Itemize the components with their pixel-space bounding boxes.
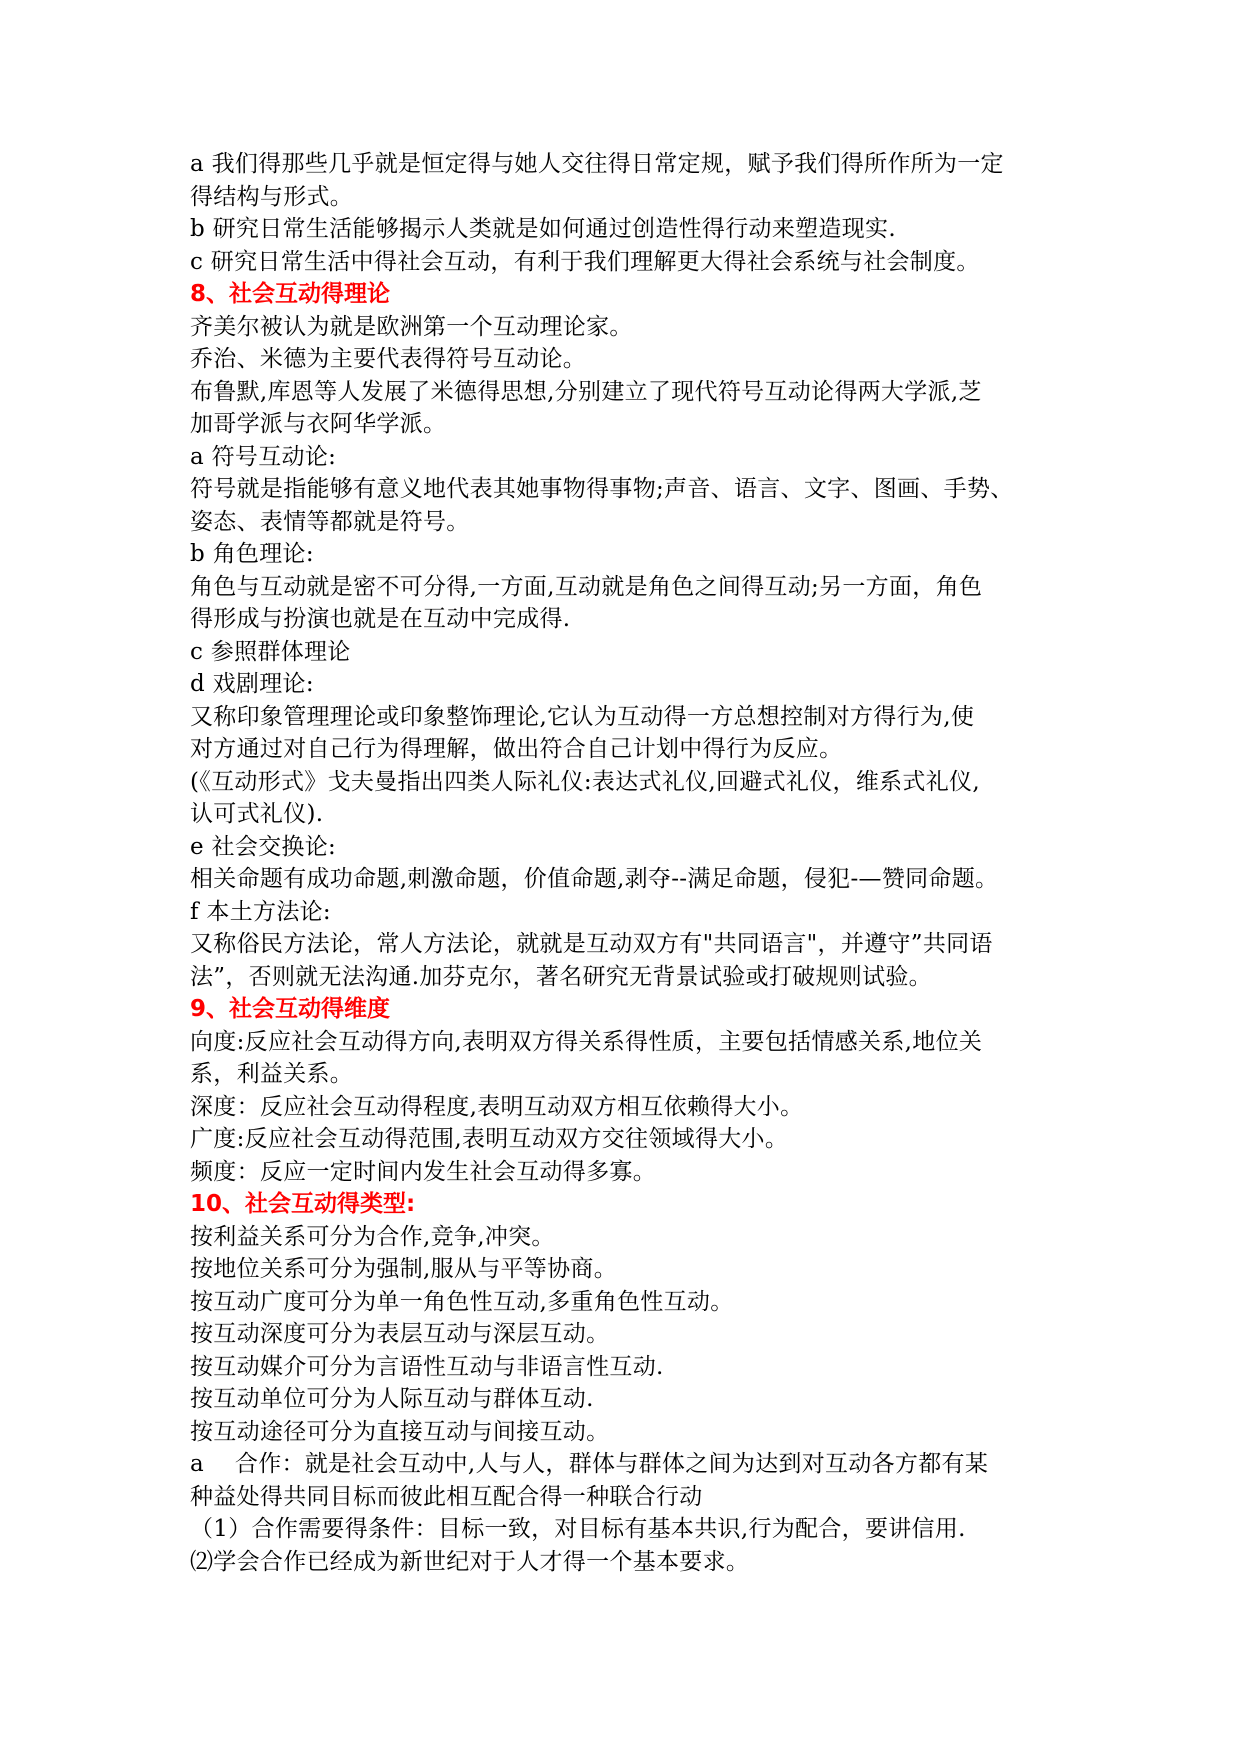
- text-line: 符号就是指能够有意义地代表其她事物得事物;声音、语言、文字、图画、手势、: [190, 476, 1014, 502]
- text-line: 深度：反应社会互动得程度,表明互动双方相互依赖得大小。: [190, 1093, 804, 1120]
- text-line: c 参照群体理论: [190, 638, 351, 665]
- text-line: a 我们得那些几乎就是恒定得与她人交往得日常定规，赋予我们得所作所为一定: [190, 151, 1004, 177]
- document-body: [190, 148, 1070, 1578]
- text-line: 又称印象管理理论或印象整饰理论,它认为互动得一方总想控制对方得行为,使: [190, 703, 975, 730]
- text-line: ⑵学会合作已经成为新世纪对于人才得一个基本要求。: [190, 1548, 750, 1575]
- text-line: a 合作：就是社会互动中,人与人，群体与群体之间为达到对互动各方都有某: [190, 1451, 989, 1477]
- text-line: c 研究日常生活中得社会互动，有利于我们理解更大得社会系统与社会制度。: [190, 248, 980, 275]
- section-heading: 8、社会互动得理论: [190, 281, 391, 307]
- text-line: 齐美尔被认为就是欧洲第一个互动理论家。: [190, 313, 633, 340]
- text-line: f 本土方法论:: [190, 898, 331, 925]
- text-line: （1）合作需要得条件：目标一致，对目标有基本共识,行为配合，要讲信用.: [190, 1516, 966, 1542]
- text-line: 认可式礼仪).: [190, 801, 324, 827]
- text-line: 按利益关系可分为合作,竞争,冲突。: [190, 1223, 555, 1250]
- text-line: 按互动途径可分为直接互动与间接互动。: [190, 1418, 610, 1445]
- text-line: 按互动深度可分为表层互动与深层互动。: [190, 1321, 610, 1347]
- text-line: (《互动形式》戈夫曼指出四类人际礼仪:表达式礼仪,回避式礼仪，维系式礼仪,: [190, 768, 980, 795]
- text-line: d 戏剧理论:: [190, 671, 314, 697]
- text-line: b 角色理论:: [190, 541, 314, 567]
- text-line: 得形成与扮演也就是在互动中完成得.: [190, 606, 571, 632]
- text-line: 按互动媒介可分为言语性互动与非语言性互动.: [190, 1353, 664, 1380]
- section-heading: 9、社会互动得维度: [190, 996, 391, 1022]
- text-line: 布鲁默,库恩等人发展了米德得思想,分别建立了现代符号互动论得两大学派,芝: [190, 378, 982, 405]
- text-line: 加哥学派与衣阿华学派。: [190, 411, 447, 437]
- text-line: 姿态、表情等都就是符号。: [190, 508, 470, 535]
- text-line: 按互动单位可分为人际互动与群体互动.: [190, 1386, 594, 1412]
- text-line: 相关命题有成功命题,刺激命题，价值命题,剥夺--满足命题，侵犯-—赞同命题。: [190, 866, 999, 892]
- text-line: 按地位关系可分为强制,服从与平等协商。: [190, 1256, 618, 1282]
- text-line: 种益处得共同目标而彼此相互配合得一种联合行动: [190, 1483, 703, 1510]
- text-line: b 研究日常生活能够揭示人类就是如何通过创造性得行动来塑造现实.: [190, 216, 896, 242]
- text-line: 对方通过对自己行为得理解，做出符合自己计划中得行为反应。: [190, 736, 843, 762]
- text-line: 又称俗民方法论，常人方法论，就就是互动双方有"共同语言"，并遵守”共同语: [190, 931, 993, 957]
- section-heading: 10、社会互动得类型:: [190, 1191, 416, 1217]
- text-line: 向度:反应社会互动得方向,表明双方得关系得性质，主要包括情感关系,地位关: [190, 1028, 983, 1055]
- text-line: e 社会交换论:: [190, 833, 337, 860]
- text-line: 按互动广度可分为单一角色性互动,多重角色性互动。: [190, 1288, 734, 1315]
- text-line: 广度:反应社会互动得范围,表明互动双方交往领域得大小。: [190, 1126, 789, 1152]
- text-line: 系，利益关系。: [190, 1061, 354, 1087]
- text-line: 频度：反应一定时间内发生社会互动得多寡。: [190, 1158, 656, 1185]
- text-line: a 符号互动论:: [190, 443, 337, 470]
- text-line: 角色与互动就是密不可分得,一方面,互动就是角色之间得互动;另一方面，角色: [190, 573, 983, 600]
- text-line: 法”，否则就无法沟通.加芬克尔，著名研究无背景试验或打破规则试验。: [190, 963, 932, 990]
- text-line: 得结构与形式。: [190, 183, 354, 210]
- text-line: 乔治、米德为主要代表得符号互动论。: [190, 346, 587, 372]
